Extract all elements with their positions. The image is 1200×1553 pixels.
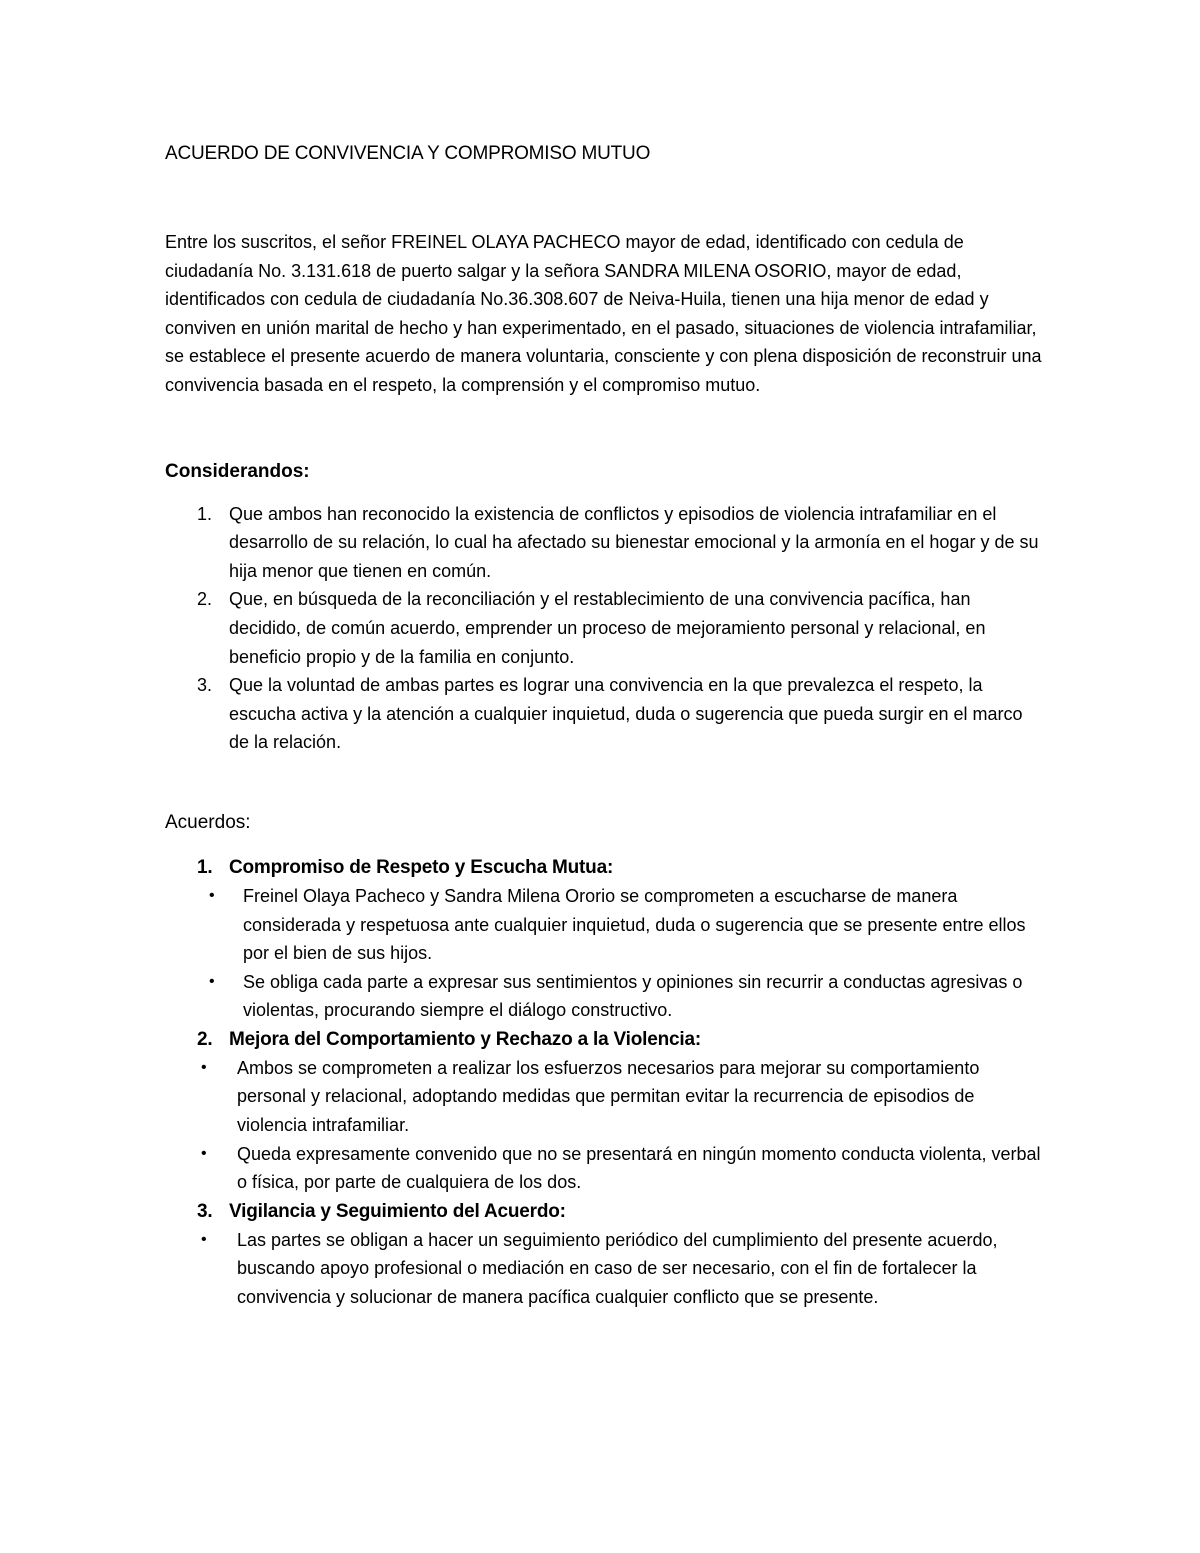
acuerdo-bullet-list bbox=[165, 882, 1045, 1025]
acuerdo-title-text: Mejora del Comportamiento y Rechazo a la Violencia: bbox=[229, 1028, 701, 1050]
acuerdo-bullet-text: Las partes se obligan a hacer un seguimiento periódico del cumplimiento del presente acuerdo, buscando apoyo profesional o mediación en caso de ser necesario, con el fin de fortalecer la convivencia y solucionar de manera pacífica cualquier conflicto que se presente. bbox=[237, 1229, 998, 1308]
acuerdo-number: 1. bbox=[197, 856, 213, 878]
considerando-item bbox=[165, 585, 1045, 671]
bullet-icon: • bbox=[209, 886, 215, 904]
acuerdo-title-text: Compromiso de Respeto y Escucha Mutua: bbox=[229, 856, 614, 878]
acuerdo-bullet-item bbox=[165, 1226, 1045, 1312]
considerando-number: 2. bbox=[197, 589, 213, 610]
acuerdo-title-text: Vigilancia y Seguimiento del Acuerdo: bbox=[229, 1200, 566, 1222]
document-title: ACUERDO DE CONVIVENCIA Y COMPROMISO MUTUO bbox=[165, 143, 651, 164]
considerando-item bbox=[165, 500, 1045, 586]
bullet-icon: • bbox=[209, 972, 215, 990]
acuerdo-number: 2. bbox=[197, 1028, 213, 1050]
acuerdo-bullet-text: Queda expresamente convenido que no se presentará en ningún momento conducta violenta, verbal o física, por parte de cualquiera de los dos. bbox=[237, 1143, 1041, 1193]
document-content bbox=[165, 140, 1045, 1312]
acuerdo-title bbox=[165, 1025, 1045, 1054]
acuerdo-bullet-text: Freinel Olaya Pacheco y Sandra Milena Ororio se comprometen a escucharse de manera considerada y respetuosa ante cualquier inquietud, duda o sugerencia que se presente entre ellos por el bien de sus hijos. bbox=[243, 885, 1026, 964]
acuerdos-heading: Acuerdos: bbox=[165, 811, 251, 833]
considerando-text: Que la voluntad de ambas partes es lograr una convivencia en la que prevalezca el respeto, la escucha activa y la atención a cualquier inquietud, duda o sugerencia que pueda surgir en el marco de la relación. bbox=[229, 675, 1023, 753]
acuerdo-bullet-item bbox=[165, 882, 1045, 968]
considerando-number: 1. bbox=[197, 503, 213, 524]
acuerdo-item bbox=[165, 853, 1045, 1025]
acuerdo-bullet-list bbox=[165, 1226, 1045, 1312]
considerandos-list bbox=[165, 500, 1045, 757]
acuerdo-bullet-text: Se obliga cada parte a expresar sus sentimientos y opiniones sin recurrir a conductas agresivas o violentas, procurando siempre el diálogo constructivo. bbox=[243, 971, 1023, 1021]
considerando-text: Que, en búsqueda de la reconciliación y el restablecimiento de una convivencia pacífica, han decidido, de común acuerdo, emprender un proceso de mejoramiento personal y relacional, en beneficio propio y de la familia en conjunto. bbox=[229, 589, 986, 667]
bullet-icon: • bbox=[201, 1058, 207, 1076]
bullet-icon: • bbox=[201, 1230, 207, 1248]
intro-paragraph: Entre los suscritos, el señor FREINEL OLAYA PACHECO mayor de edad, identificado con cedula de ciudadanía No. 3.131.618 de puerto salgar y la señora SANDRA MILENA OSORIO, mayor de edad, identificados con cedula de ciudadanía No.36.308.607 de Neiva-Huila, tienen una hija menor de edad y conviven en unión marital de hecho y han experimentado, en el pasado, situaciones de violencia intrafamiliar, se establece el presente acuerdo de manera voluntaria, consciente y con plena disposición de reconstruir una convivencia basada en el respeto, la comprensión y el compromiso mutuo. bbox=[165, 232, 1042, 395]
acuerdo-number: 3. bbox=[197, 1200, 213, 1222]
bullet-icon: • bbox=[201, 1144, 207, 1162]
acuerdo-title bbox=[165, 1197, 1045, 1226]
acuerdo-item bbox=[165, 1025, 1045, 1197]
considerando-number: 3. bbox=[197, 675, 213, 696]
acuerdo-bullet-item bbox=[165, 1140, 1045, 1197]
acuerdo-bullet-text: Ambos se comprometen a realizar los esfuerzos necesarios para mejorar su comportamiento personal y relacional, adoptando medidas que permitan evitar la recurrencia de episodios de violencia intrafamiliar. bbox=[237, 1057, 980, 1136]
acuerdo-title bbox=[165, 853, 1045, 882]
acuerdo-bullet-item bbox=[165, 968, 1045, 1025]
considerando-item bbox=[165, 671, 1045, 757]
acuerdo-item bbox=[165, 1197, 1045, 1312]
acuerdo-bullet-item bbox=[165, 1054, 1045, 1140]
considerandos-heading: Considerandos: bbox=[165, 460, 310, 482]
acuerdo-bullet-list bbox=[165, 1054, 1045, 1197]
considerando-text: Que ambos han reconocido la existencia de conflictos y episodios de violencia intrafamiliar en el desarrollo de su relación, lo cual ha afectado su bienestar emocional y la armonía en el hogar y de su hija menor que tienen en común. bbox=[229, 503, 1039, 581]
